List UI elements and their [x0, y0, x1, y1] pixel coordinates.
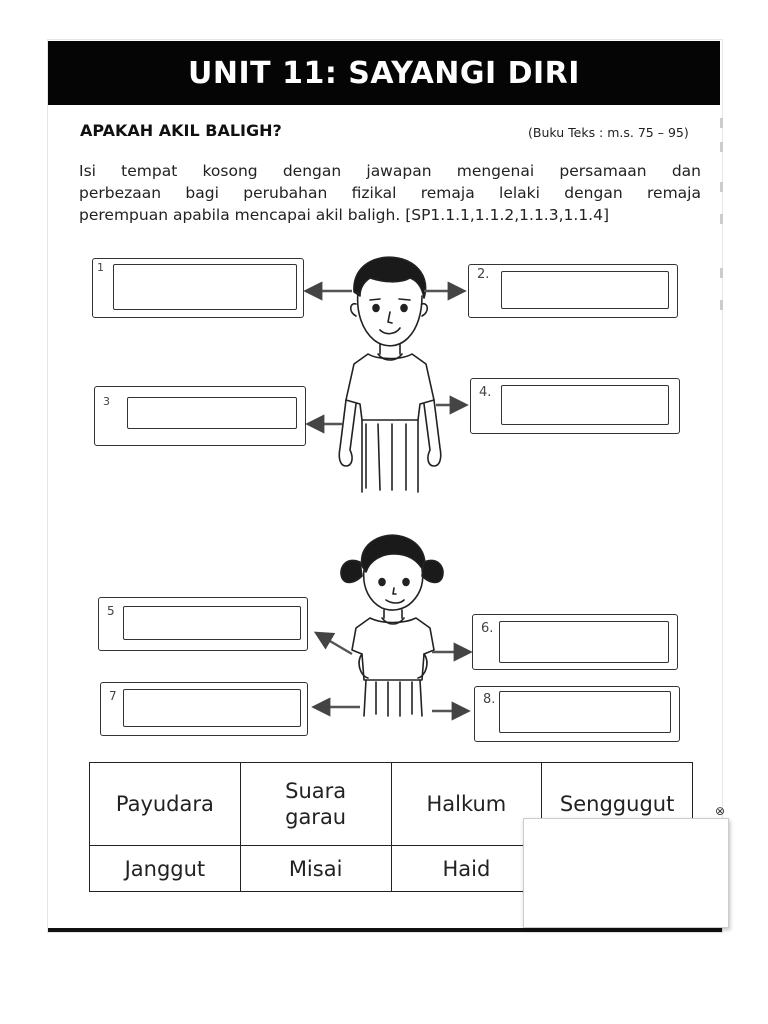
answer-blank-5[interactable] — [123, 606, 301, 640]
word-senggugut: Senggugut — [542, 763, 693, 846]
answer-box-4 — [470, 378, 680, 434]
answer-box-3 — [94, 386, 306, 446]
box-number-5: 5 — [107, 604, 115, 618]
answer-blank-4[interactable] — [501, 385, 669, 425]
word-janggut: Janggut — [90, 846, 241, 892]
ad-overlay-panel[interactable] — [523, 818, 729, 928]
textbook-reference: (Buku Teks : m.s. 75 – 95) — [528, 125, 689, 140]
box-number-8: 8. — [483, 692, 496, 707]
answer-blank-1[interactable] — [113, 264, 297, 310]
close-icon[interactable]: ⊗ — [714, 804, 726, 818]
word-payudara: Payudara — [90, 763, 241, 846]
instruction-line-2: perbezaan bagi perubahan fizikal remaja lelaki dengan remaja — [79, 184, 701, 202]
answer-blank-2[interactable] — [501, 271, 669, 309]
box-number-3: 3 — [103, 395, 110, 408]
section-heading: APAKAH AKIL BALIGH? — [80, 121, 282, 140]
answer-box-8 — [474, 686, 680, 742]
answer-blank-7[interactable] — [123, 689, 301, 727]
word-misai: Misai — [240, 846, 391, 892]
word-suara-garau: Suara garau — [240, 763, 391, 846]
answer-blank-6[interactable] — [499, 621, 669, 663]
answer-box-5 — [98, 597, 308, 651]
arrow-to-box-5 — [318, 634, 352, 654]
unit-title: UNIT 11: SAYANGI DIRI — [188, 55, 580, 91]
box-number-6: 6. — [481, 621, 494, 636]
box-number-2: 2. — [477, 267, 490, 282]
word-halkum: Halkum — [391, 763, 542, 846]
word-haid: Haid — [391, 846, 542, 892]
answer-box-1 — [92, 258, 304, 318]
answer-blank-3[interactable] — [127, 397, 297, 429]
instruction-line-1: Isi tempat kosong dengan jawapan mengenai persamaan dan — [79, 162, 701, 180]
box-number-4: 4. — [479, 385, 492, 400]
answer-box-2 — [468, 264, 678, 318]
answer-box-6 — [472, 614, 678, 670]
answer-blank-8[interactable] — [499, 691, 671, 733]
box-number-1: 1 — [97, 261, 104, 274]
instruction-line-3: perempuan apabila mencapai akil baligh. [SP1.1.1,1.1.2,1.1.3,1.1.4] — [79, 206, 610, 224]
box-number-7: 7 — [109, 689, 117, 703]
answer-box-7 — [100, 682, 308, 736]
